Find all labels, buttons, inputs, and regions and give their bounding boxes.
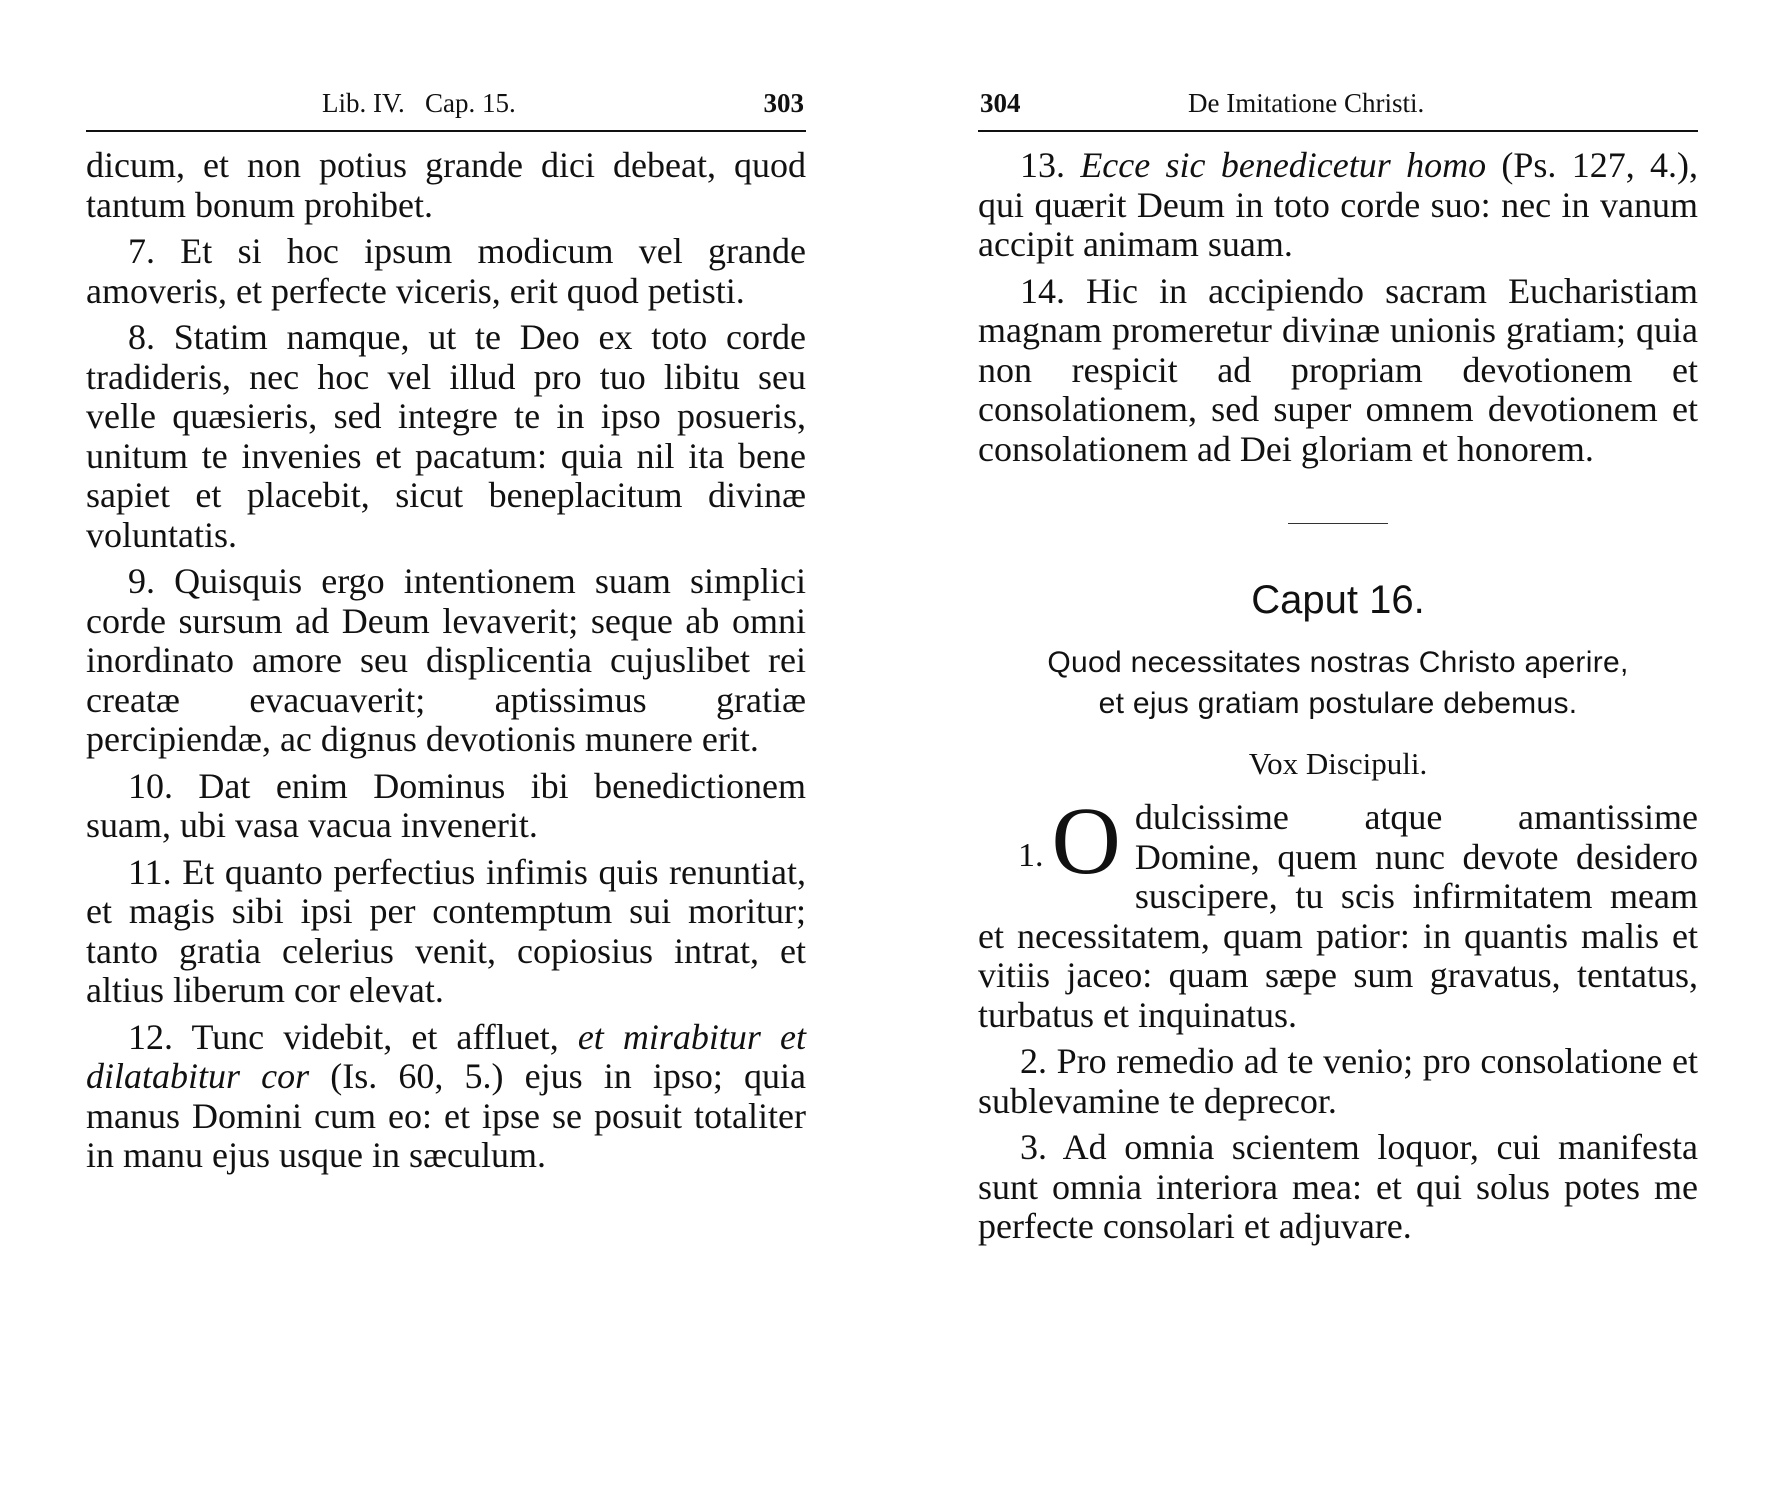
- paragraph-text: 13.: [1020, 145, 1081, 185]
- chapter-subtitle-line: Quod necessitates nostras Christo aperire,: [1047, 646, 1629, 679]
- page-number: 304: [980, 88, 1021, 118]
- header-rule: [86, 130, 806, 132]
- paragraph-text: 12. Tunc videbit, et affluet,: [128, 1016, 578, 1057]
- scripture-quote: et mirabitur et dilatabitur cor: [86, 1016, 806, 1096]
- paragraph-number: 1.: [1018, 837, 1044, 874]
- header-rule: [978, 130, 1698, 132]
- voice-label: Vox Discipuli.: [1248, 746, 1428, 781]
- paragraph: 11. Et quanto perfectius infimis quis renuntiat, et magis sibi ipsi per contemptum sui moritur; tanto gratia celerius venit, copiosius intrat, et altius liberum cor elevat.: [86, 851, 806, 1010]
- scripture-quote: Ecce sic benedicetur homo: [1080, 145, 1487, 185]
- first-paragraph: [978, 787, 1698, 1035]
- page-body: [86, 146, 806, 1183]
- chapter-subtitle: [978, 642, 1698, 724]
- paragraph: 8. Statim namque, ut te Deo ex toto corde tradideris, nec hoc vel illud pro tuo libitu seu velle quæsieris, sed integre te in ipso posueris, unitum te invenies et pacatum: quia nil ita bene sapiet et placebit, sicut beneplacitum divinæ voluntatis.: [86, 317, 806, 555]
- paragraph: 3. Ad omnia scientem loquor, cui manifesta sunt omnia interiora mea: et qui solus potes me perfecte consolari et adjuvare.: [978, 1127, 1698, 1246]
- section-separator: [1288, 523, 1388, 524]
- paragraph: 14. Hic in accipiendo sacram Eucharistiam magnam promeretur divinæ unionis gratiam; quia non respicit ad propriam devotionem et consolationem, sed super omnem devotionem et consolationem ad Dei gloriam et honorem.: [978, 270, 1698, 469]
- paragraph: 7. Et si hoc ipsum modicum vel grande amoveris, et perfecte viceris, erit quod petisti.: [86, 231, 806, 311]
- paragraph: [978, 146, 1698, 265]
- paragraph: [86, 1018, 806, 1176]
- running-head: [978, 86, 1698, 120]
- running-title: Lib. IV. Cap. 15.: [322, 88, 516, 118]
- paragraph: 9. Quisquis ergo intentionem suam simplici corde sursum ad Deum levaverit; seque ab omni inordinato amore seu displicentia cujuslibet rei creatæ evacuaverit; aptissimus gratiæ percipiendæ, ac dignus devotionis munere erit.: [86, 561, 806, 759]
- paragraph-text: (Is. 60, 5.) ejus in ipso; quia manus Domini cum eo: et ipse se posuit totaliter in manu ejus usque in sæculum.: [86, 1056, 806, 1175]
- drop-cap: O: [1051, 787, 1121, 894]
- running-title: De Imitatione Christi.: [1188, 88, 1425, 118]
- paragraph: 2. Pro remedio ad te venio; pro consolatione et sublevamine te deprecor.: [978, 1041, 1698, 1121]
- running-head: [86, 86, 806, 120]
- chapter-subtitle-line: et ejus gratiam postulare debemus.: [1098, 687, 1578, 720]
- paragraph-text: (Ps. 127, 4.), qui quærit Deum in toto corde suo: nec in vanum accipit animam suam.: [978, 145, 1699, 264]
- page-number: 303: [763, 88, 804, 118]
- chapter-heading: Caput 16.: [1251, 578, 1425, 622]
- page-body: [978, 146, 1698, 1254]
- paragraph: dulcissime atque amantissime Domine, quem nunc devote desidero suscipere, tu scis infirmitatem meam et necessitatem, quam patior: in quantis malis et vitiis jaceo: quam sæpe sum gravatus, tentatus, turbatus et inquinatus.: [978, 797, 1698, 1035]
- paragraph: 10. Dat enim Dominus ibi benedictionem suam, ubi vasa vacua invenerit.: [86, 765, 806, 845]
- paragraph: dicum, et non potius grande dici debeat, quod tantum bonum prohibet.: [86, 145, 806, 225]
